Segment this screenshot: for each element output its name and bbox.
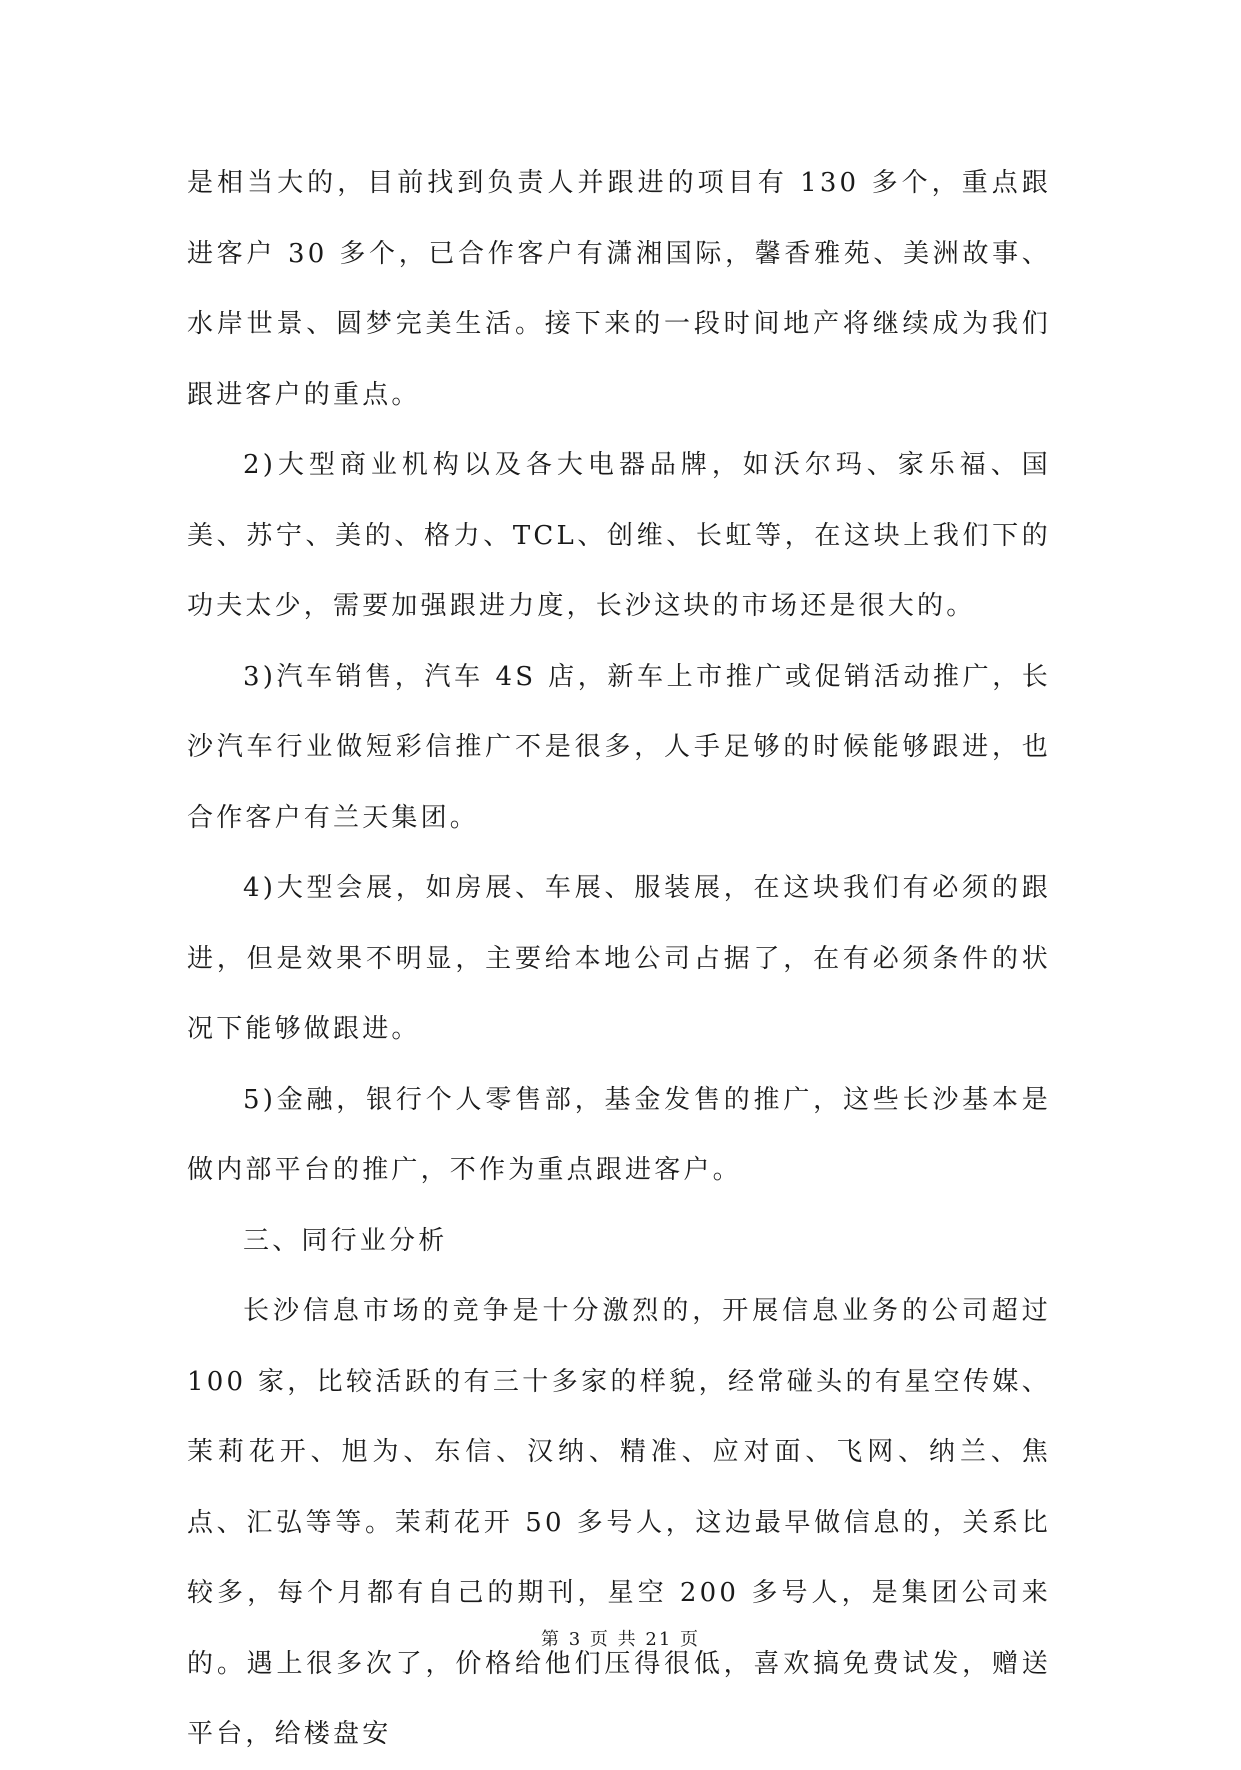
page-body xyxy=(187,148,1051,1770)
footer-current-page: 3 xyxy=(568,1629,583,1650)
paragraph-auto-sales: 3)汽车销售，汽车 4S 店，新车上市推广或促销活动推广，长沙汽车行业做短彩信推广不是很多，人手足够的时候能够跟进，也合作客户有兰天集团。 xyxy=(187,661,1051,833)
paragraph-retail-appliance: 2)大型商业机构以及各大电器品牌，如沃尔玛、家乐福、国美、苏宁、美的、格力、TCL、创维、长虹等，在这块上我们下的功夫太少，需要加强跟进力度，长沙这块的市场还是很大的。 xyxy=(187,450,1051,621)
paragraph-real-estate-continued: 是相当大的，目前找到负责人并跟进的项目有 130 多个，重点跟进客户 30 多个，已合作客户有潇湘国际，馨香雅苑、美洲故事、水岸世景、圆梦完美生活。接下来的一段时间地产将继续成为我们跟进客户的重点。 xyxy=(187,168,1051,410)
footer-total-pages: 21 xyxy=(645,1629,673,1650)
footer-suffix: 页 xyxy=(680,1629,701,1650)
paragraph-finance: 5)金融，银行个人零售部，基金发售的推广，这些长沙基本是做内部平台的推广，不作为重点跟进客户。 xyxy=(187,1084,1051,1185)
footer-middle: 页 共 xyxy=(589,1629,638,1650)
page-footer xyxy=(0,1629,1241,1651)
section-heading-industry-analysis: 三、同行业分析 xyxy=(243,1225,448,1256)
paragraph-competition: 长沙信息市场的竞争是十分激烈的，开展信息业务的公司超过100 家，比较活跃的有三十多家的样貌，经常碰头的有星空传媒、茉莉花开、旭为、东信、汉纳、精准、应对面、飞网、纳兰、焦点、汇弘等等。茉莉花开 50 多号人，这边最早做信息的，关系比较多，每个月都有自己的期刊，星空 200 多号人，是集团公司来的。遇上很多次了，价格给他们压得很低，喜欢搞免费试发，赠送平台，给楼盘安 xyxy=(187,1296,1051,1749)
footer-prefix: 第 xyxy=(540,1629,561,1650)
paragraph-exhibitions: 4)大型会展，如房展、车展、服装展，在这块我们有必须的跟进，但是效果不明显，主要给本地公司占据了，在有必须条件的状况下能够做跟进。 xyxy=(187,873,1051,1044)
